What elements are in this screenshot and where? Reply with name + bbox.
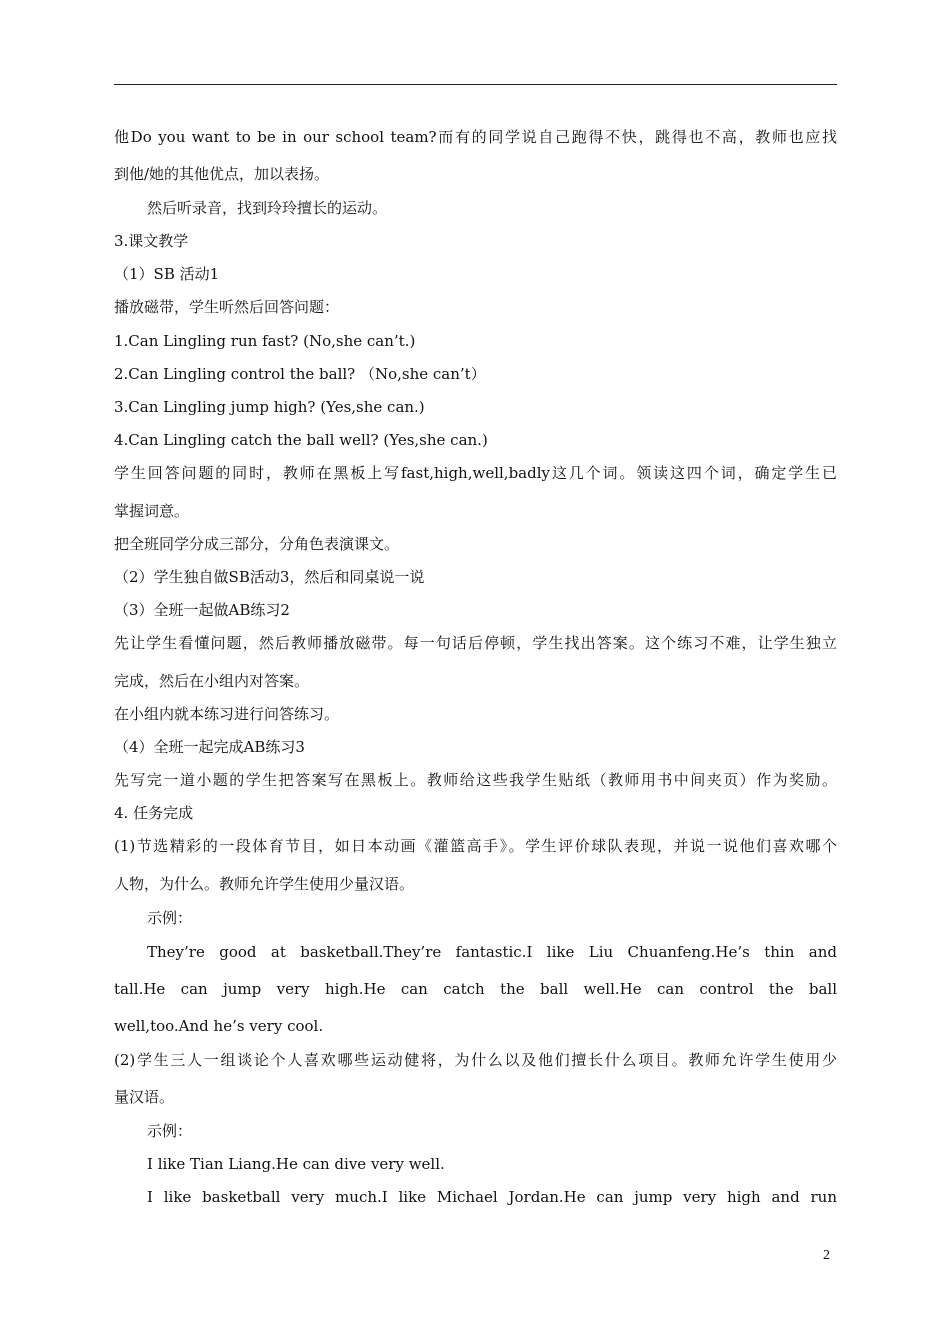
example-line: well,too.And he’s very cool. xyxy=(114,1017,324,1035)
example-label: 示例： xyxy=(147,909,193,927)
text-line: 到他/她的其他优点，加以表扬。 xyxy=(114,165,330,183)
text-line: （3）全班一起做AB练习2 xyxy=(114,601,290,619)
text-line: （1）SB 活动1 xyxy=(114,265,220,283)
example-line: I like Tian Liang.He can dive very well. xyxy=(147,1155,445,1173)
section-heading: 3.课文教学 xyxy=(114,232,189,250)
text-line: 播放磁带，学生听然后回答问题： xyxy=(114,298,340,316)
text-line: 人物，为什么。教师允许学生使用少量汉语。 xyxy=(114,875,415,893)
question-line: 1.Can Lingling run fast? (No,she can’t.) xyxy=(114,332,416,350)
text-line: (1)节选精彩的一段体育节目，如日本动画《灌篮高手》。学生评价球队表现，并说一说他们喜欢哪个 xyxy=(114,837,837,855)
question-line: 4.Can Lingling catch the ball well? (Yes,she can.) xyxy=(114,431,488,449)
example-line: tall.He can jump very high.He can catch the ball well.He can control the ball xyxy=(114,980,837,998)
text-line: 完成，然后在小组内对答案。 xyxy=(114,672,310,690)
example-label: 示例： xyxy=(147,1122,193,1140)
text-line: （2）学生独自做SB活动3，然后和同桌说一说 xyxy=(114,568,425,586)
text-line: 在小组内就本练习进行问答练习。 xyxy=(114,705,340,723)
header-rule xyxy=(114,84,837,85)
text-line: 掌握词意。 xyxy=(114,502,190,520)
section-heading: 4. 任务完成 xyxy=(114,804,194,822)
page-number: 2 xyxy=(823,1248,830,1263)
text-line: （4）全班一起完成AB练习3 xyxy=(114,738,305,756)
text-line: 先写完一道小题的学生把答案写在黑板上。教师给这些我学生贴纸（教师用书中间夹页）作为奖励。 xyxy=(114,771,837,789)
question-line: 3.Can Lingling jump high? (Yes,she can.) xyxy=(114,398,425,416)
text-line: 他Do you want to be in our school team?而有的同学说自己跑得不快，跳得也不高，教师也应找 xyxy=(114,128,837,146)
text-line: 把全班同学分成三部分，分角色表演课文。 xyxy=(114,535,400,553)
text-line: 然后听录音，找到玲玲擅长的运动。 xyxy=(147,199,388,217)
text-line: 先让学生看懂问题，然后教师播放磁带。每一句话后停顿，学生找出答案。这个练习不难，让学生独立 xyxy=(114,634,837,652)
text-line: 学生回答问题的同时，教师在黑板上写fast,high,well,badly这几个词。领读这四个词，确定学生已 xyxy=(114,464,837,482)
question-line: 2.Can Lingling control the ball? （No,she can’t） xyxy=(114,365,486,383)
example-line: They’re good at basketball.They’re fantastic.I like Liu Chuanfeng.He’s thin and xyxy=(147,943,837,961)
text-line: (2)学生三人一组谈论个人喜欢哪些运动健将，为什么以及他们擅长什么项目。教师允许学生使用少 xyxy=(114,1051,837,1069)
example-line: I like basketball very much.I like Michael Jordan.He can jump very high and run xyxy=(147,1188,837,1206)
text-line: 量汉语。 xyxy=(114,1088,175,1106)
